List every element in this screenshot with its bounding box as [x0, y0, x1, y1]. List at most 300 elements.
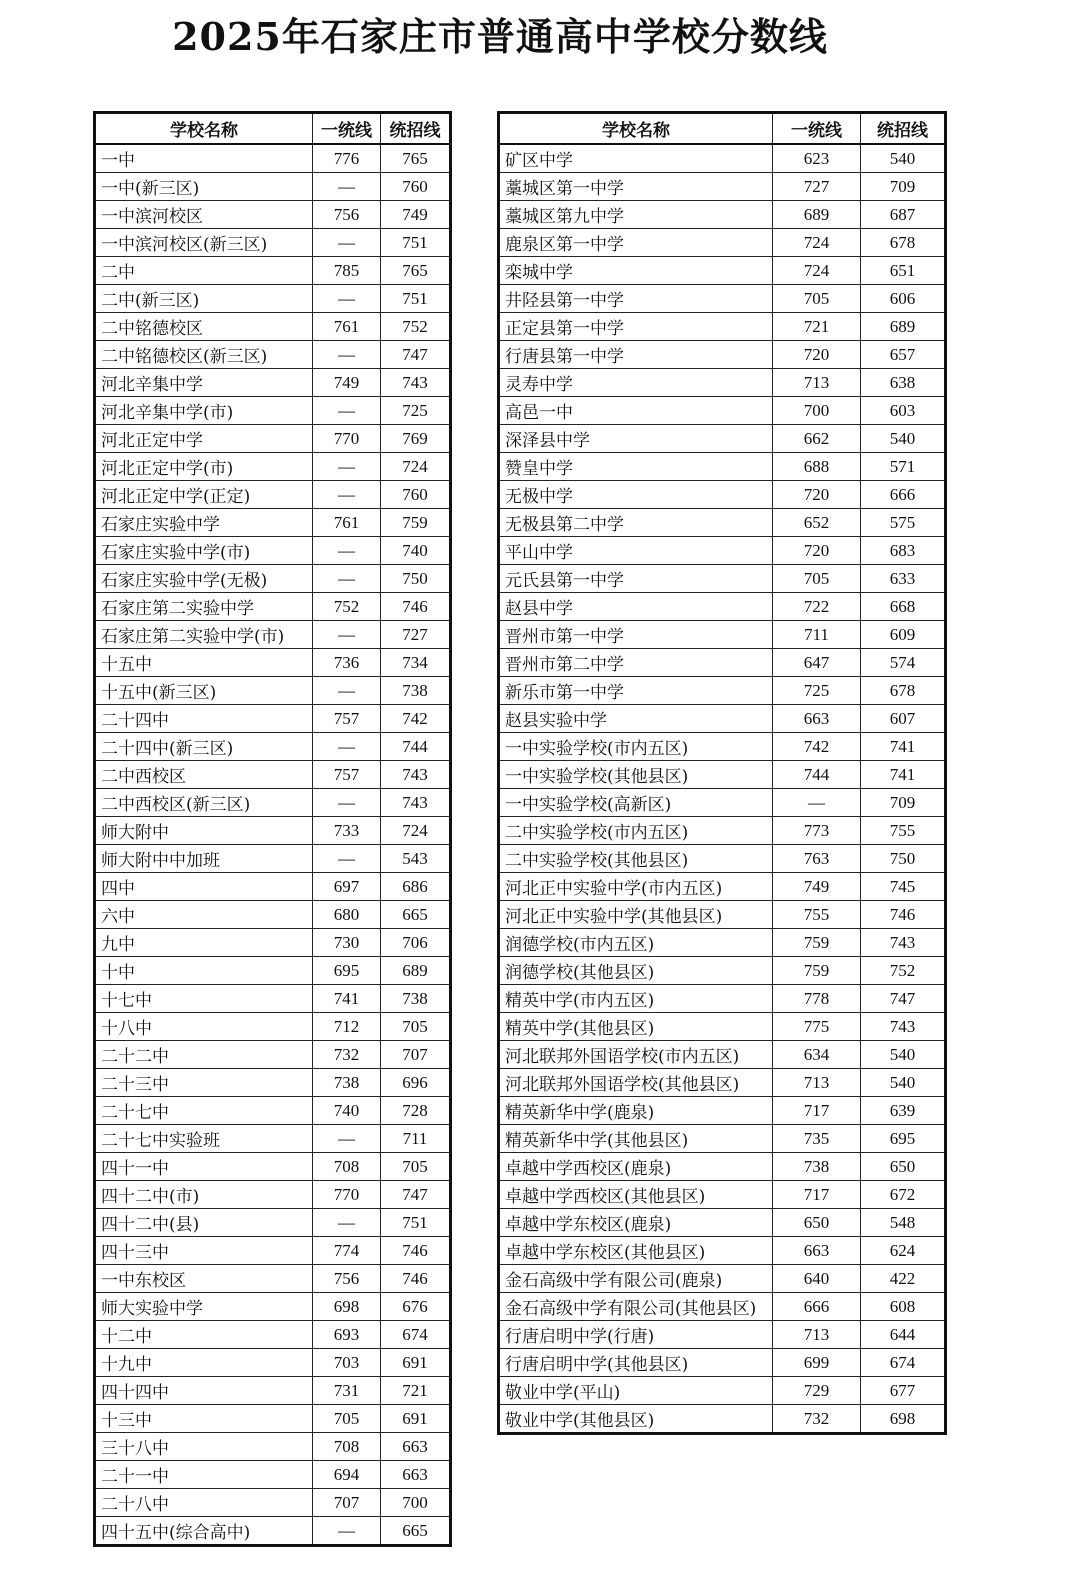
school-name-cell: 二中西校区	[95, 761, 313, 789]
school-name-cell: 矿区中学	[499, 144, 773, 173]
table-row	[499, 1069, 946, 1097]
header-general-line: 统招线	[381, 113, 451, 145]
table-row	[95, 761, 451, 789]
unified-line-cell: 720	[773, 481, 861, 509]
unified-line-cell: 694	[313, 1461, 381, 1489]
general-line-cell: 747	[381, 1181, 451, 1209]
general-line-cell: 663	[381, 1461, 451, 1489]
unified-line-cell: —	[313, 481, 381, 509]
general-line-cell: 741	[861, 761, 946, 789]
school-name-cell: 藁城区第一中学	[499, 173, 773, 201]
table-row	[95, 817, 451, 845]
table-row	[95, 1321, 451, 1349]
school-name-cell: 新乐市第一中学	[499, 677, 773, 705]
table-row	[499, 565, 946, 593]
general-line-cell: 639	[861, 1097, 946, 1125]
header-general-line: 统招线	[861, 113, 946, 145]
school-name-cell: 四十一中	[95, 1153, 313, 1181]
unified-line-cell: —	[313, 621, 381, 649]
table-row	[95, 957, 451, 985]
general-line-cell: 543	[381, 845, 451, 873]
general-line-cell: 724	[381, 817, 451, 845]
unified-line-cell: 652	[773, 509, 861, 537]
unified-line-cell: 708	[313, 1433, 381, 1461]
general-line-cell: 746	[861, 901, 946, 929]
school-name-cell: 石家庄实验中学	[95, 509, 313, 537]
table-row	[499, 369, 946, 397]
school-name-cell: 河北联邦外国语学校(市内五区)	[499, 1041, 773, 1069]
unified-line-cell: 623	[773, 144, 861, 173]
unified-line-cell: 736	[313, 649, 381, 677]
unified-line-cell: 663	[773, 705, 861, 733]
unified-line-cell: 744	[773, 761, 861, 789]
school-name-cell: 石家庄第二实验中学(市)	[95, 621, 313, 649]
school-name-cell: 一中	[95, 144, 313, 173]
table-row	[95, 285, 451, 313]
unified-line-cell: 720	[773, 341, 861, 369]
unified-line-cell: 680	[313, 901, 381, 929]
unified-line-cell: 708	[313, 1153, 381, 1181]
school-name-cell: 二中铭德校区(新三区)	[95, 341, 313, 369]
unified-line-cell: 698	[313, 1293, 381, 1321]
unified-line-cell: 713	[773, 369, 861, 397]
school-name-cell: 鹿泉区第一中学	[499, 229, 773, 257]
school-name-cell: 行唐启明中学(行唐)	[499, 1321, 773, 1349]
general-line-cell: 676	[381, 1293, 451, 1321]
table-row	[95, 621, 451, 649]
school-name-cell: 金石高级中学有限公司(其他县区)	[499, 1293, 773, 1321]
school-name-cell: 二十四中	[95, 705, 313, 733]
unified-line-cell: 749	[773, 873, 861, 901]
table-row	[95, 201, 451, 229]
table-row	[499, 873, 946, 901]
general-line-cell: 709	[861, 173, 946, 201]
general-line-cell: 760	[381, 173, 451, 201]
table-row	[95, 845, 451, 873]
table-row	[95, 369, 451, 397]
general-line-cell: 742	[381, 705, 451, 733]
unified-line-cell: 711	[773, 621, 861, 649]
school-name-cell: 平山中学	[499, 537, 773, 565]
unified-line-cell: —	[313, 537, 381, 565]
general-line-cell: 759	[381, 509, 451, 537]
school-name-cell: 高邑一中	[499, 397, 773, 425]
unified-line-cell: 693	[313, 1321, 381, 1349]
unified-line-cell: 662	[773, 425, 861, 453]
general-line-cell: 749	[381, 201, 451, 229]
unified-line-cell: 756	[313, 201, 381, 229]
table-row	[499, 705, 946, 733]
general-line-cell: 574	[861, 649, 946, 677]
table-row	[499, 229, 946, 257]
school-name-cell: 二中(新三区)	[95, 285, 313, 313]
unified-line-cell: 699	[773, 1349, 861, 1377]
table-row	[95, 789, 451, 817]
table-row	[95, 173, 451, 201]
table-row	[499, 285, 946, 313]
general-line-cell: 752	[381, 313, 451, 341]
general-line-cell: 548	[861, 1209, 946, 1237]
school-name-cell: 师大附中中加班	[95, 845, 313, 873]
table-row	[499, 425, 946, 453]
school-name-cell: 一中实验学校(市内五区)	[499, 733, 773, 761]
table-row	[499, 1013, 946, 1041]
school-name-cell: 十九中	[95, 1349, 313, 1377]
school-name-cell: 河北正中实验中学(市内五区)	[499, 873, 773, 901]
table-row	[95, 1377, 451, 1405]
school-name-cell: 正定县第一中学	[499, 313, 773, 341]
unified-line-cell: 712	[313, 1013, 381, 1041]
general-line-cell: 665	[381, 901, 451, 929]
unified-line-cell: 703	[313, 1349, 381, 1377]
table-row	[95, 901, 451, 929]
general-line-cell: 608	[861, 1293, 946, 1321]
table-row	[499, 313, 946, 341]
table-row	[95, 1293, 451, 1321]
table-row	[95, 481, 451, 509]
unified-line-cell: —	[313, 845, 381, 873]
school-name-cell: 敬业中学(其他县区)	[499, 1405, 773, 1434]
table-row	[95, 509, 451, 537]
general-line-cell: 765	[381, 144, 451, 173]
school-name-cell: 深泽县中学	[499, 425, 773, 453]
general-line-cell: 755	[861, 817, 946, 845]
unified-line-cell: 770	[313, 1181, 381, 1209]
general-line-cell: 674	[861, 1349, 946, 1377]
school-name-cell: 三十八中	[95, 1433, 313, 1461]
table-header-row	[499, 113, 946, 145]
school-name-cell: 润德学校(市内五区)	[499, 929, 773, 957]
unified-line-cell: 770	[313, 425, 381, 453]
table-row	[95, 1349, 451, 1377]
general-line-cell: 734	[381, 649, 451, 677]
general-line-cell: 663	[381, 1433, 451, 1461]
unified-line-cell: 647	[773, 649, 861, 677]
unified-line-cell: —	[313, 789, 381, 817]
unified-line-cell: 720	[773, 537, 861, 565]
general-line-cell: 677	[861, 1377, 946, 1405]
school-name-cell: 河北正定中学(市)	[95, 453, 313, 481]
general-line-cell: 721	[381, 1377, 451, 1405]
school-name-cell: 十中	[95, 957, 313, 985]
table-row	[499, 1181, 946, 1209]
unified-line-cell: 650	[773, 1209, 861, 1237]
unified-line-cell: 713	[773, 1321, 861, 1349]
school-name-cell: 精英中学(市内五区)	[499, 985, 773, 1013]
unified-line-cell: 776	[313, 144, 381, 173]
general-line-cell: 751	[381, 1209, 451, 1237]
header-unified-line: 一统线	[313, 113, 381, 145]
school-name-cell: 精英中学(其他县区)	[499, 1013, 773, 1041]
school-name-cell: 石家庄实验中学(无极)	[95, 565, 313, 593]
unified-line-cell: 731	[313, 1377, 381, 1405]
unified-line-cell: 775	[773, 1013, 861, 1041]
table-row	[95, 1517, 451, 1546]
general-line-cell: 706	[381, 929, 451, 957]
general-line-cell: 743	[381, 789, 451, 817]
school-name-cell: 四十五中(综合高中)	[95, 1517, 313, 1546]
table-row	[499, 1153, 946, 1181]
general-line-cell: 657	[861, 341, 946, 369]
table-row	[499, 677, 946, 705]
general-line-cell: 743	[861, 1013, 946, 1041]
unified-line-cell: 727	[773, 173, 861, 201]
unified-line-cell: —	[313, 565, 381, 593]
table-row	[499, 1209, 946, 1237]
unified-line-cell: 756	[313, 1265, 381, 1293]
general-line-cell: 603	[861, 397, 946, 425]
unified-line-cell: —	[313, 1125, 381, 1153]
unified-line-cell: 785	[313, 257, 381, 285]
school-name-cell: 河北正定中学(正定)	[95, 481, 313, 509]
table-row	[499, 621, 946, 649]
general-line-cell: 689	[381, 957, 451, 985]
general-line-cell: 709	[861, 789, 946, 817]
table-row	[95, 649, 451, 677]
general-line-cell: 422	[861, 1265, 946, 1293]
table-row	[499, 593, 946, 621]
school-name-cell: 卓越中学西校区(鹿泉)	[499, 1153, 773, 1181]
table-row	[499, 201, 946, 229]
table-row	[95, 1153, 451, 1181]
school-name-cell: 晋州市第一中学	[499, 621, 773, 649]
table-row	[499, 1265, 946, 1293]
table-row	[499, 1321, 946, 1349]
general-line-cell: 650	[861, 1153, 946, 1181]
table-row	[95, 257, 451, 285]
school-name-cell: 井陉县第一中学	[499, 285, 773, 313]
general-line-cell: 540	[861, 144, 946, 173]
general-line-cell: 665	[381, 1517, 451, 1546]
table-row	[95, 1097, 451, 1125]
general-line-cell: 651	[861, 257, 946, 285]
school-name-cell: 无极县第二中学	[499, 509, 773, 537]
unified-line-cell: 773	[773, 817, 861, 845]
school-name-cell: 二十四中(新三区)	[95, 733, 313, 761]
school-name-cell: 元氏县第一中学	[499, 565, 773, 593]
unified-line-cell: —	[773, 789, 861, 817]
unified-line-cell: —	[313, 1517, 381, 1546]
unified-line-cell: 705	[773, 285, 861, 313]
general-line-cell: 750	[861, 845, 946, 873]
table-row	[95, 565, 451, 593]
school-name-cell: 六中	[95, 901, 313, 929]
table-row	[499, 1377, 946, 1405]
table-row	[95, 1265, 451, 1293]
school-name-cell: 一中(新三区)	[95, 173, 313, 201]
unified-line-cell: —	[313, 453, 381, 481]
unified-line-cell: 759	[773, 957, 861, 985]
unified-line-cell: —	[313, 285, 381, 313]
table-row	[499, 649, 946, 677]
general-line-cell: 698	[861, 1405, 946, 1434]
general-line-cell: 750	[381, 565, 451, 593]
unified-line-cell: 742	[773, 733, 861, 761]
unified-line-cell: 724	[773, 257, 861, 285]
unified-line-cell: 705	[773, 565, 861, 593]
unified-line-cell: 738	[313, 1069, 381, 1097]
unified-line-cell: 707	[313, 1489, 381, 1517]
general-line-cell: 747	[381, 341, 451, 369]
table-row	[95, 593, 451, 621]
school-name-cell: 一中实验学校(高新区)	[499, 789, 773, 817]
school-name-cell: 二十一中	[95, 1461, 313, 1489]
school-name-cell: 河北正中实验中学(其他县区)	[499, 901, 773, 929]
general-line-cell: 746	[381, 593, 451, 621]
general-line-cell: 741	[861, 733, 946, 761]
unified-line-cell: 730	[313, 929, 381, 957]
table-row	[95, 1461, 451, 1489]
table-row	[95, 144, 451, 173]
school-name-cell: 无极中学	[499, 481, 773, 509]
table-row	[499, 1293, 946, 1321]
general-line-cell: 638	[861, 369, 946, 397]
general-line-cell: 683	[861, 537, 946, 565]
table-row	[95, 341, 451, 369]
table-row	[499, 481, 946, 509]
unified-line-cell: 752	[313, 593, 381, 621]
unified-line-cell: 741	[313, 985, 381, 1013]
table-row	[499, 789, 946, 817]
table-row	[95, 1209, 451, 1237]
unified-line-cell: —	[313, 733, 381, 761]
general-line-cell: 738	[381, 677, 451, 705]
general-line-cell: 765	[381, 257, 451, 285]
general-line-cell: 540	[861, 1041, 946, 1069]
school-name-cell: 赞皇中学	[499, 453, 773, 481]
general-line-cell: 769	[381, 425, 451, 453]
unified-line-cell: 713	[773, 1069, 861, 1097]
unified-line-cell: 722	[773, 593, 861, 621]
general-line-cell: 687	[861, 201, 946, 229]
table-row	[95, 453, 451, 481]
table-row	[499, 144, 946, 173]
general-line-cell: 751	[381, 229, 451, 257]
general-line-cell: 644	[861, 1321, 946, 1349]
general-line-cell: 666	[861, 481, 946, 509]
unified-line-cell: —	[313, 397, 381, 425]
table-row	[95, 1041, 451, 1069]
table-row	[499, 341, 946, 369]
school-name-cell: 四十三中	[95, 1237, 313, 1265]
general-line-cell: 672	[861, 1181, 946, 1209]
school-name-cell: 师大附中	[95, 817, 313, 845]
unified-line-cell: 640	[773, 1265, 861, 1293]
unified-line-cell: 735	[773, 1125, 861, 1153]
unified-line-cell: —	[313, 1209, 381, 1237]
general-line-cell: 695	[861, 1125, 946, 1153]
header-school-name: 学校名称	[499, 113, 773, 145]
table-row	[95, 1489, 451, 1517]
school-name-cell: 行唐县第一中学	[499, 341, 773, 369]
unified-line-cell: 634	[773, 1041, 861, 1069]
school-name-cell: 十八中	[95, 1013, 313, 1041]
table-row	[499, 1125, 946, 1153]
general-line-cell: 724	[381, 453, 451, 481]
table-row	[95, 1069, 451, 1097]
score-table-left	[93, 111, 452, 1547]
general-line-cell: 689	[861, 313, 946, 341]
table-header-row	[95, 113, 451, 145]
general-line-cell: 668	[861, 593, 946, 621]
unified-line-cell: 717	[773, 1097, 861, 1125]
unified-line-cell: 689	[773, 201, 861, 229]
school-name-cell: 润德学校(其他县区)	[499, 957, 773, 985]
table-row	[499, 453, 946, 481]
school-name-cell: 十七中	[95, 985, 313, 1013]
table-row	[499, 929, 946, 957]
school-name-cell: 卓越中学东校区(其他县区)	[499, 1237, 773, 1265]
general-line-cell: 678	[861, 677, 946, 705]
table-row	[95, 1013, 451, 1041]
general-line-cell: 575	[861, 509, 946, 537]
school-name-cell: 二十七中实验班	[95, 1125, 313, 1153]
school-name-cell: 十二中	[95, 1321, 313, 1349]
general-line-cell: 705	[381, 1153, 451, 1181]
unified-line-cell: —	[313, 229, 381, 257]
table-row	[499, 1041, 946, 1069]
general-line-cell: 705	[381, 1013, 451, 1041]
school-name-cell: 河北辛集中学	[95, 369, 313, 397]
unified-line-cell: 724	[773, 229, 861, 257]
school-name-cell: 一中实验学校(其他县区)	[499, 761, 773, 789]
table-row	[95, 397, 451, 425]
school-name-cell: 卓越中学西校区(其他县区)	[499, 1181, 773, 1209]
table-row	[499, 173, 946, 201]
general-line-cell: 707	[381, 1041, 451, 1069]
school-name-cell: 二十三中	[95, 1069, 313, 1097]
score-table-right	[497, 111, 947, 1435]
general-line-cell: 571	[861, 453, 946, 481]
table-row	[95, 1237, 451, 1265]
table-row	[95, 985, 451, 1013]
table-row	[95, 425, 451, 453]
unified-line-cell: 755	[773, 901, 861, 929]
school-name-cell: 十五中	[95, 649, 313, 677]
general-line-cell: 691	[381, 1405, 451, 1433]
unified-line-cell: 717	[773, 1181, 861, 1209]
unified-line-cell: 721	[773, 313, 861, 341]
header-school-name: 学校名称	[95, 113, 313, 145]
school-name-cell: 精英新华中学(其他县区)	[499, 1125, 773, 1153]
unified-line-cell: 732	[773, 1405, 861, 1434]
table-row	[95, 929, 451, 957]
table-row	[499, 985, 946, 1013]
school-name-cell: 九中	[95, 929, 313, 957]
table-row	[499, 1349, 946, 1377]
general-line-cell: 727	[381, 621, 451, 649]
table-row	[499, 733, 946, 761]
unified-line-cell: 663	[773, 1237, 861, 1265]
school-name-cell: 河北联邦外国语学校(其他县区)	[499, 1069, 773, 1097]
school-name-cell: 十五中(新三区)	[95, 677, 313, 705]
general-line-cell: 743	[381, 761, 451, 789]
table-row	[95, 733, 451, 761]
school-name-cell: 赵县实验中学	[499, 705, 773, 733]
unified-line-cell: 732	[313, 1041, 381, 1069]
school-name-cell: 赵县中学	[499, 593, 773, 621]
school-name-cell: 石家庄实验中学(市)	[95, 537, 313, 565]
school-name-cell: 四十二中(县)	[95, 1209, 313, 1237]
unified-line-cell: 778	[773, 985, 861, 1013]
school-name-cell: 金石高级中学有限公司(鹿泉)	[499, 1265, 773, 1293]
unified-line-cell: 774	[313, 1237, 381, 1265]
unified-line-cell: 761	[313, 313, 381, 341]
general-line-cell: 696	[381, 1069, 451, 1097]
school-name-cell: 四十四中	[95, 1377, 313, 1405]
school-name-cell: 十三中	[95, 1405, 313, 1433]
general-line-cell: 607	[861, 705, 946, 733]
